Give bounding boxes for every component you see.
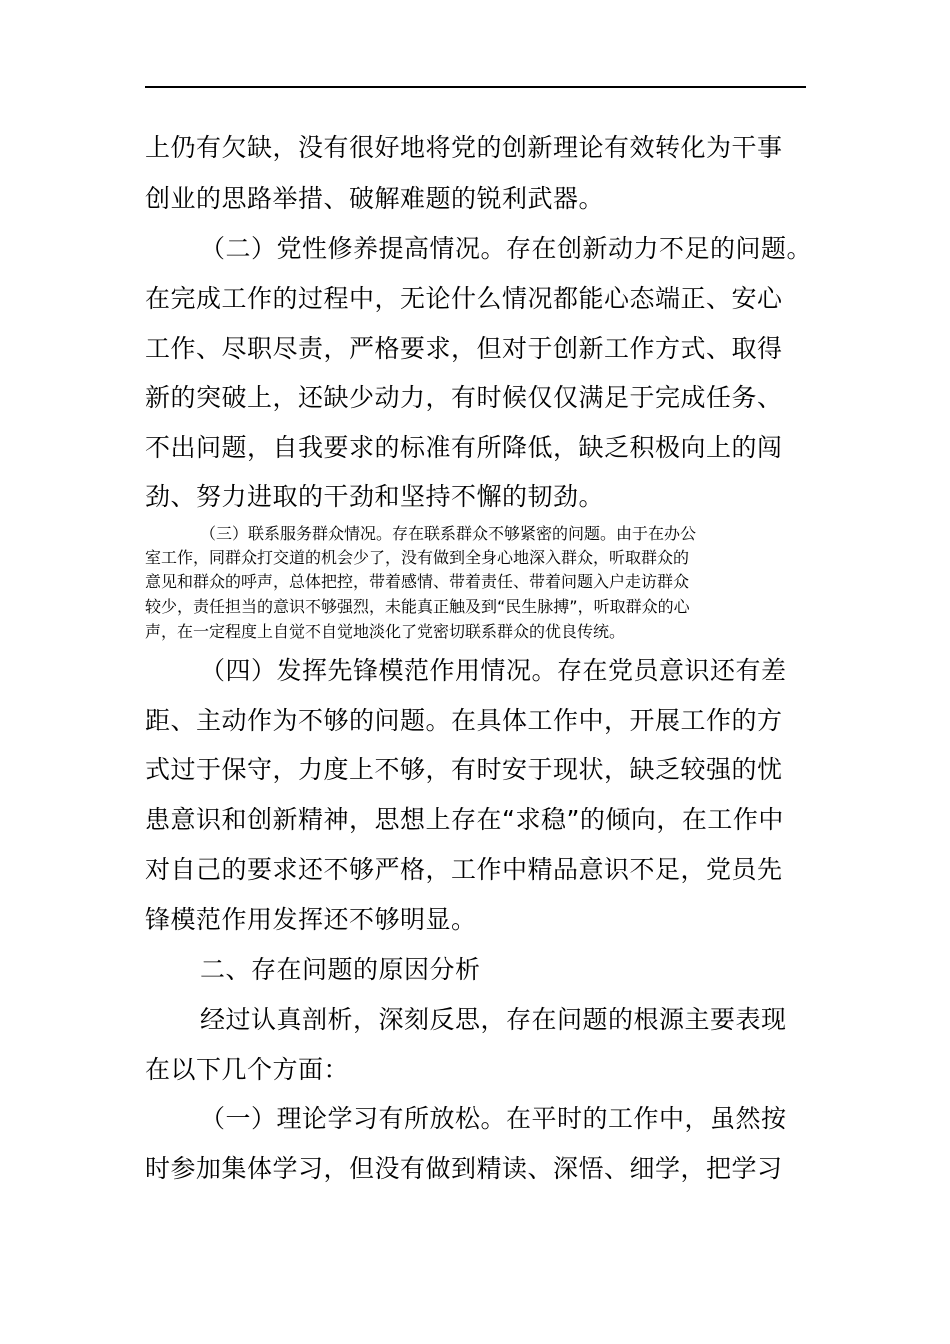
body-line: 对自己的要求还不够严格，工作中精品意识不足，党员先 xyxy=(145,855,783,884)
small-text-line: 声，在一定程度上自觉不自觉地淡化了党密切联系群众的优良传统。 xyxy=(145,622,626,641)
small-text-line: （三）联系服务群众情况。存在联系群众不够紧密的问题。由于在办公 xyxy=(200,524,697,543)
body-line: 在完成工作的过程中，无论什么情况都能心态端正、安心 xyxy=(145,284,783,313)
small-text-line: 较少，责任担当的意识不够强烈，未能真正触及到“民生脉搏”，听取群众的心 xyxy=(145,597,690,616)
section-title: 二、存在问题的原因分析 xyxy=(200,955,481,984)
section-heading-line: （一）理论学习有所放松。在平时的工作中，虽然按 xyxy=(200,1104,787,1133)
body-line: 劲、努力进取的干劲和坚持不懈的韧劲。 xyxy=(145,482,605,511)
body-line: 创业的思路举措、破解难题的锐利武器。 xyxy=(145,184,605,213)
section-heading-line: （二）党性修养提高情况。存在创新动力不足的问题。 xyxy=(200,234,813,263)
body-line: 上仍有欠缺，没有很好地将党的创新理论有效转化为干事 xyxy=(145,133,783,162)
body-line: 患意识和创新精神，思想上存在“求稳”的倾向，在工作中 xyxy=(145,805,784,834)
body-line: 时参加集体学习，但没有做到精读、深悟、细学，把学习 xyxy=(145,1154,783,1183)
header-rule xyxy=(145,86,806,88)
small-text-line: 室工作，同群众打交道的机会少了，没有做到全身心地深入群众，听取群众的 xyxy=(145,548,690,567)
section-heading-line: （四）发挥先锋模范作用情况。存在党员意识还有差 xyxy=(200,656,787,685)
small-text-line: 意见和群众的呼声，总体把控，带着感情、带着责任、带着问题入户走访群众 xyxy=(145,572,690,591)
body-line: 工作、尽职尽责，严格要求，但对于创新工作方式、取得 xyxy=(145,334,783,363)
body-line: 新的突破上，还缺少动力，有时候仅仅满足于完成任务、 xyxy=(145,383,783,412)
body-line: 不出问题，自我要求的标准有所降低，缺乏积极向上的闯 xyxy=(145,433,783,462)
body-line: 在以下几个方面： xyxy=(145,1055,350,1084)
body-line: 式过于保守，力度上不够，有时安于现状，缺乏较强的忧 xyxy=(145,755,783,784)
body-line: 距、主动作为不够的问题。在具体工作中，开展工作的方 xyxy=(145,706,783,735)
body-line: 锋模范作用发挥还不够明显。 xyxy=(145,905,477,934)
body-line: 经过认真剖析，深刻反思，存在问题的根源主要表现 xyxy=(200,1005,787,1034)
